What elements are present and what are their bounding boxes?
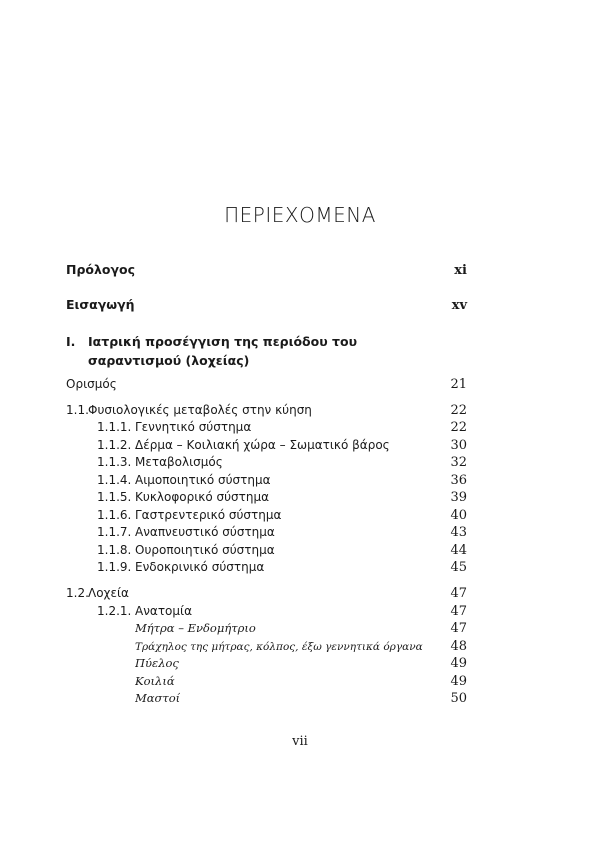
entry-page: 48 (450, 639, 467, 654)
entry-label: Γεννητικό σύστημα (135, 420, 252, 434)
entry-label: Μήτρα – Ενδομήτριο (135, 621, 256, 635)
entry-page: 21 (450, 377, 467, 392)
entry-page: 45 (450, 560, 467, 575)
entry-label: Ενδοκρινικό σύστημα (135, 560, 265, 574)
entry-label: Κοιλιά (135, 674, 175, 688)
entry-page: 50 (450, 691, 467, 706)
entry-page: 39 (450, 490, 467, 505)
entry-number: 1.1.7. (97, 525, 132, 539)
toc-entry-1-1-2[interactable] (97, 438, 467, 453)
entry-page: 47 (450, 621, 467, 636)
entry-label: Γαστρεντερικό σύστημα (135, 508, 282, 522)
entry-number: 1.1. (66, 403, 89, 417)
toc-entry-cervix[interactable] (135, 639, 467, 654)
toc-entry-1-2-1[interactable] (97, 604, 467, 619)
entry-number: 1.1.4. (97, 473, 132, 487)
entry-number: 1.1.9. (97, 560, 132, 574)
toc-entry-1-1-9[interactable] (97, 560, 467, 575)
entry-label: Φυσιολογικές μεταβολές στην κύηση (88, 403, 312, 417)
entry-label: Αναπνευστικό σύστημα (135, 525, 275, 539)
toc-entry-1-1-6[interactable] (97, 508, 467, 523)
toc-entry-prologue[interactable] (66, 262, 467, 278)
entry-page: 30 (450, 438, 467, 453)
toc-entry-uterus[interactable] (135, 621, 467, 636)
entry-number: 1.1.5. (97, 490, 132, 504)
entry-page: 49 (450, 674, 467, 689)
chapter-title-line-1: Ιατρική προσέγγιση της περιόδου του (88, 334, 358, 349)
toc-entry-1-1-1[interactable] (97, 420, 467, 435)
entry-number: 1.1.6. (97, 508, 132, 522)
chapter-heading[interactable] (66, 332, 396, 370)
entry-page: xi (454, 263, 467, 278)
toc-entry-1-1-4[interactable] (97, 473, 467, 488)
entry-page: 49 (450, 656, 467, 671)
entry-page: 44 (450, 543, 467, 558)
entry-label: Πρόλογος (66, 262, 136, 277)
entry-number: 1.1.2. (97, 438, 132, 452)
toc-entry-pelvis[interactable] (135, 656, 467, 671)
entry-page: 22 (450, 403, 467, 418)
toc-entry-section-1-1[interactable] (66, 403, 467, 418)
entry-number: 1.2.1. (97, 604, 132, 618)
toc-entry-1-1-3[interactable] (97, 455, 467, 470)
entry-number: 1.1.3. (97, 455, 132, 469)
toc-entry-breasts[interactable] (135, 691, 467, 706)
entry-page: 47 (450, 586, 467, 601)
entry-label: Κυκλοφορικό σύστημα (135, 490, 270, 504)
entry-label: Εισαγωγή (66, 297, 135, 312)
entry-label: Ουροποιητικό σύστημα (135, 543, 275, 557)
entry-label: Αιμοποιητικό σύστημα (135, 473, 271, 487)
entry-page: 22 (450, 420, 467, 435)
page-title: ΠΕΡΙΕΧΟΜΕΝΑ (224, 203, 376, 227)
entry-page: 32 (450, 455, 467, 470)
toc-entry-section-1-2[interactable] (66, 586, 467, 601)
toc-entry-1-1-7[interactable] (97, 525, 467, 540)
page-number: vii (292, 734, 308, 749)
chapter-title-line-2: σαραντισμού (λοχείας) (88, 353, 250, 368)
entry-number: 1.1.1. (97, 420, 132, 434)
toc-entry-1-1-8[interactable] (97, 543, 467, 558)
entry-page: 47 (450, 604, 467, 619)
entry-label: Μαστοί (135, 691, 181, 705)
entry-label: Τράχηλος της μήτρας, κόλπος, έξω γεννητικά όργανα (135, 641, 423, 653)
toc-entry-introduction[interactable] (66, 297, 467, 313)
entry-label: Ορισμός (66, 377, 117, 391)
entry-page: 36 (450, 473, 467, 488)
toc-entry-1-1-5[interactable] (97, 490, 467, 505)
entry-label: Ανατομία (135, 604, 192, 618)
chapter-number: I. (66, 334, 76, 349)
entry-page: 40 (450, 508, 467, 523)
entry-label: Δέρμα – Κοιλιακή χώρα – Σωματικό βάρος (135, 438, 390, 452)
entry-number: 1.1.8. (97, 543, 132, 557)
entry-page: xv (451, 298, 467, 313)
entry-label: Μεταβολισμός (135, 455, 223, 469)
entry-label: Πύελος (135, 656, 179, 670)
entry-label: Λοχεία (88, 586, 129, 600)
toc-entry-abdomen[interactable] (135, 674, 467, 689)
entry-page: 43 (450, 525, 467, 540)
entry-number: 1.2. (66, 586, 89, 600)
toc-entry-definition[interactable] (66, 377, 467, 392)
